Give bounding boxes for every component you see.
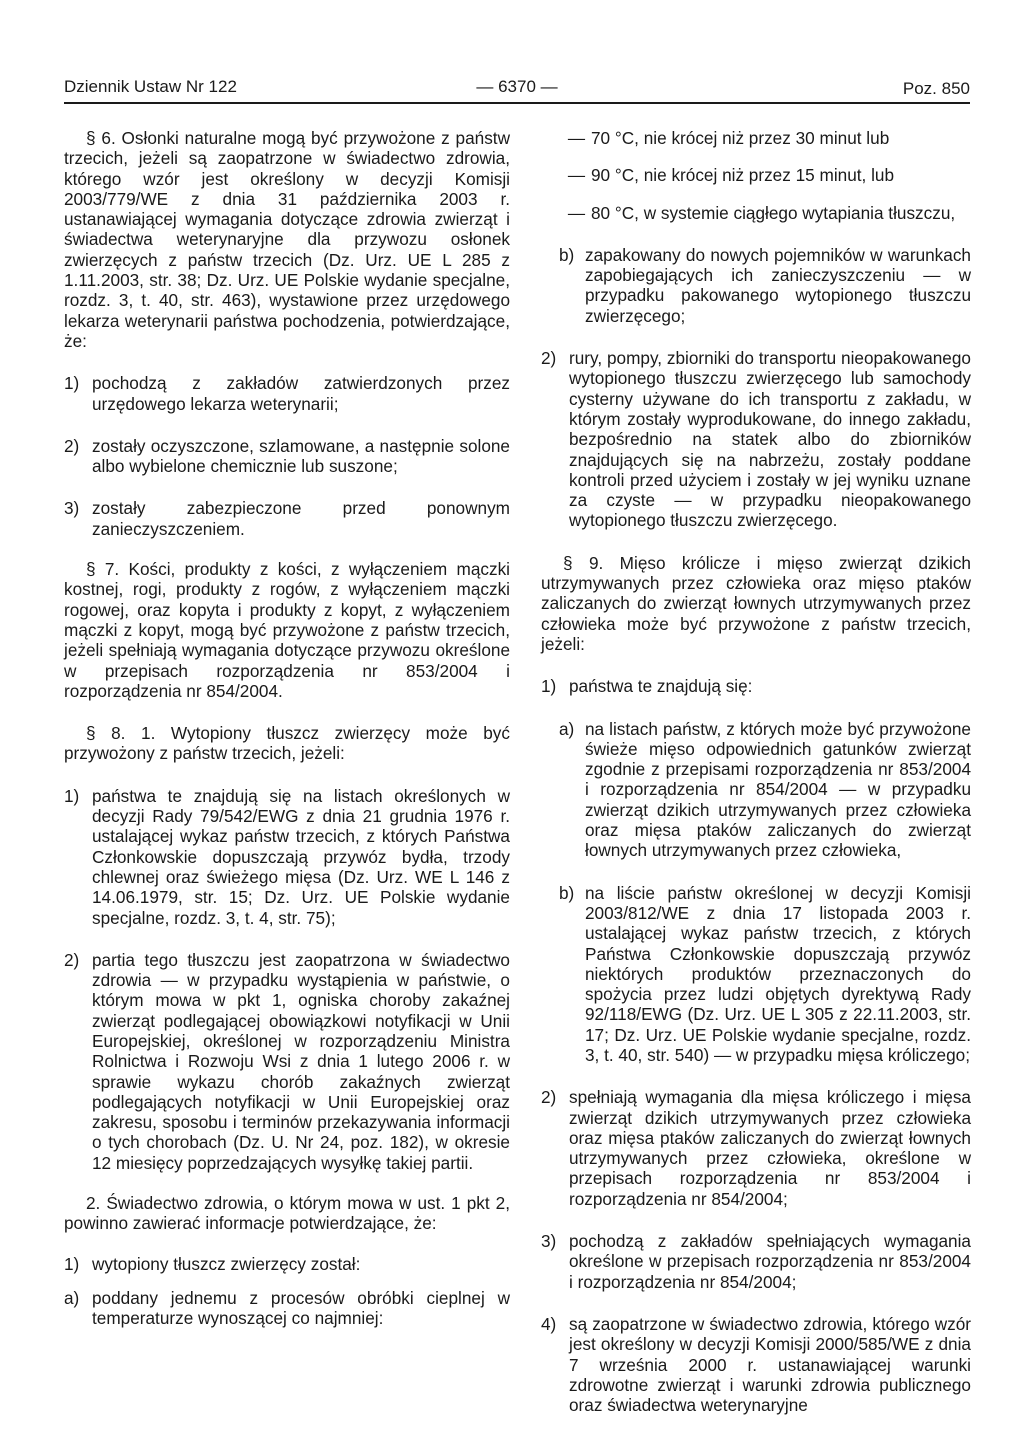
list-item	[541, 128, 971, 148]
paragraph-s8: § 8. 1. Wytopiony tłuszcz zwierzęcy może być przywożony z państw trzecich, jeżeli:	[64, 723, 510, 764]
item-text: partia tego tłuszczu jest zaopatrzona w świadectwo zdrowia — w przypadku wystąpienia w państwie, o którym mowa w pkt 1, ogniska choroby zakaźnej zwierząt podlegającej obowiązkowi notyfikacji w Unii Europejskiej, określonej w rozporządzeniu Ministra Rolnictwa i Rozwoju Wsi z dnia 1 lutego 2006 r. w sprawie wykazu chorób zakaźnych zwierząt podlegających notyfikacji w Unii Europejskiej oraz zakresu, sposobu i terminów przekazywania informacji o tych chorobach (Dz. U. Nr 24, poz. 182), w okresie 12 miesięcy poprzedzających wysyłkę takiej partii.	[92, 949, 510, 1173]
left-column	[64, 128, 510, 1329]
item-text: na liście państw określonej w decyzji Komisji 2003/812/WE z dnia 17 listopada 2003 r. ustalającej wykaz państw trzecich, z których Państwa Członkowskie dopuszczają przywóz niektórych produktów przeznaczonych do spożycia przez ludzi objętych dyrektywą Rady 92/118/EWG (Dz. Urz. UE L 305 z 22.11.2003, str. 17; Dz. Urz. UE Polskie wydanie specjalne, rozdz. 3, t. 40, str. 540) — w przypadku mięsa króliczego;	[585, 882, 971, 1065]
item-text: 80 °C, w systemie ciągłego wytapiania tłuszczu,	[591, 202, 956, 223]
item-marker: 1)	[541, 676, 557, 697]
right-column	[541, 128, 971, 1415]
list-item	[541, 165, 971, 185]
list-item	[64, 950, 510, 1173]
list-item	[541, 719, 971, 861]
page-header	[64, 76, 970, 102]
item-text: pochodzą z zakładów zatwierdzonych przez urzędowego lekarza weterynarii;	[92, 373, 510, 414]
list-item	[541, 348, 971, 531]
position-number: Poz. 850	[902, 79, 970, 98]
item-marker: 2)	[541, 1087, 557, 1108]
item-text: rury, pompy, zbiorniki do transportu nieopakowanego wytopionego tłuszczu zwierzęcego lub samochody cysterny używane do ich transportu z zakładu, w którym zostały wyprodukowane, do innego zakładu, bezpośrednio na statek albo do zbiorników znajdujących się na nabrzeżu, zostały poddane kontroli przed użyciem i zostały w jej wyniku uznane za czyste — w przypadku nieopakowanego wytopionego tłuszczu zwierzęcego.	[569, 348, 971, 531]
item-text: zostały zabezpieczone przed ponownym zanieczyszczeniem.	[92, 498, 510, 539]
item-marker: b)	[559, 882, 575, 903]
list-item	[541, 676, 971, 696]
item-marker: 4)	[541, 1313, 557, 1334]
paragraph-s9: § 9. Mięso królicze i mięso zwierząt dzikich utrzymywanych przez człowieka oraz mięso ptaków zaliczanych do zwierząt łownych utrzymywanych przez człowieka może być przywożone z państw trzecich, jeżeli:	[541, 552, 971, 654]
item-marker: 1)	[64, 1253, 80, 1274]
item-marker: 3)	[64, 498, 80, 519]
item-text: 90 °C, nie krócej niż przez 15 minut, lub	[591, 165, 895, 186]
item-marker: a)	[559, 718, 575, 739]
item-text: zostały oczyszczone, szlamowane, a następnie solone albo wybielone chemicznie lub suszone;	[92, 435, 510, 477]
item-text: państwa te znajdują się na listach określonych w decyzji Rady 79/542/EWG z dnia 21 grudnia 1976 r. ustalającej wykaz państw trzecich, z których Państwa Członkowskie dopuszczają przywóz bydła, trzody chlewnej oraz świeżego mięsa (Dz. Urz. WE L 146 z 14.06.1979, str. 15; Dz. Urz. UE Polskie wydanie specjalne, rozdz. 3, t. 4, str. 75);	[92, 785, 510, 928]
paragraph-s8-2: 2. Świadectwo zdrowia, o którym mowa w ust. 1 pkt 2, powinno zawierać informacje potwierdzające, że:	[64, 1193, 510, 1234]
list-item	[541, 1087, 971, 1209]
item-text: 70 °C, nie krócej niż przez 30 minut lub	[591, 128, 890, 148]
paragraph-s6: § 6. Osłonki naturalne mogą być przywożone z państw trzecich, jeżeli są zaopatrzone w świadectwo zdrowia, którego wzór jest określony w decyzji Komisji 2003/779/WE z dnia 31 października 2003 r. ustanawiającej wymagania dotyczące zdrowia zwierząt i świadectwa weterynaryjne dla przywozu osłonek zwierzęcych z państw trzecich (Dz. Urz. UE L 285 z 1.11.2003, str. 38; Dz. Urz. UE Polskie wydanie specjalne, rozdz. 3, t. 40, str. 463), wystawione przez urzędowego lekarza weterynarii państwa pochodzenia, potwierdzające, że:	[64, 128, 510, 351]
item-text: poddany jednemu z procesów obróbki cieplnej w temperaturze wynoszącej co najmniej:	[92, 1287, 510, 1329]
item-marker: 2)	[541, 348, 557, 369]
item-marker: 1)	[64, 373, 80, 394]
item-text: są zaopatrzone w świadectwo zdrowia, którego wzór jest określony w decyzji Komisji 2000/585/WE z dnia 7 września 2000 r. ustanawiającej warunki zdrowotne zwierząt i warunki zdrowia publicznego oraz świadectwa weterynaryjne	[569, 1313, 971, 1416]
item-marker: 3)	[541, 1231, 557, 1252]
dash-marker: —	[567, 165, 585, 186]
journal-title: Dziennik Ustaw Nr 122	[64, 77, 237, 96]
item-text: wytopiony tłuszcz zwierzęcy został:	[92, 1253, 361, 1274]
paragraph-s7: § 7. Kości, produkty z kości, z wyłączeniem mączki kostnej, rogi, produkty z rogów, z wyłączeniem mączki rogowej, oraz kopyta i produkty z kopyt, z wyłączeniem mączki z kopyt, mogą być przywożone z państw trzecich, jeżeli spełniają wymagania dotyczące przywozu określone w przepisach rozporządzenia nr 853/2004 i rozporządzenia nr 854/2004.	[64, 559, 510, 701]
item-marker: a)	[64, 1287, 80, 1308]
list-item	[541, 1314, 971, 1415]
item-text: na listach państw, z których może być przywożone świeże mięso odpowiednich gatunków zwierząt zgodnie z przepisami rozporządzenia nr 853/2004 i rozporządzenia nr 854/2004 — w przypadku zwierząt dzikich utrzymywanych przez człowieka oraz mięsa ptaków zaliczanych do zwierząt łownych utrzymywanych przez człowieka,	[585, 718, 971, 861]
list-item	[64, 373, 510, 414]
list-item	[64, 786, 510, 928]
dash-marker: —	[567, 202, 585, 223]
item-marker: b)	[559, 244, 575, 265]
item-text: zapakowany do nowych pojemników w warunkach zapobiegających ich zanieczyszczeniu — w przypadku pakowanego wytopionego tłuszczu zwierzęcego;	[585, 244, 971, 326]
item-text: pochodzą z zakładów spełniających wymagania określone w przepisach rozporządzenia nr 853/2004 i rozporządzenia nr 854/2004;	[569, 1231, 971, 1292]
list-item	[64, 498, 510, 539]
page-number: — 6370 —	[476, 77, 558, 96]
item-marker: 2)	[64, 949, 80, 970]
header-rule	[64, 102, 970, 104]
list-item	[541, 245, 971, 326]
item-marker: 2)	[64, 435, 80, 456]
item-text: państwa te znajdują się:	[569, 676, 753, 697]
list-item	[64, 1254, 510, 1274]
list-item	[541, 883, 971, 1066]
list-item	[541, 1231, 971, 1292]
list-item	[64, 1288, 510, 1329]
list-item	[541, 203, 971, 223]
list-item	[64, 436, 510, 477]
dash-marker: —	[567, 128, 585, 148]
item-text: spełniają wymagania dla mięsa króliczego i mięsa zwierząt dzikich utrzymywanych przez człowieka oraz mięsa ptaków zaliczanych do zwierząt łownych utrzymywanych przez człowieka, określone w przepisach rozporządzenia nr 853/2004 i rozporządzenia nr 854/2004;	[569, 1087, 971, 1209]
item-marker: 1)	[64, 785, 80, 806]
